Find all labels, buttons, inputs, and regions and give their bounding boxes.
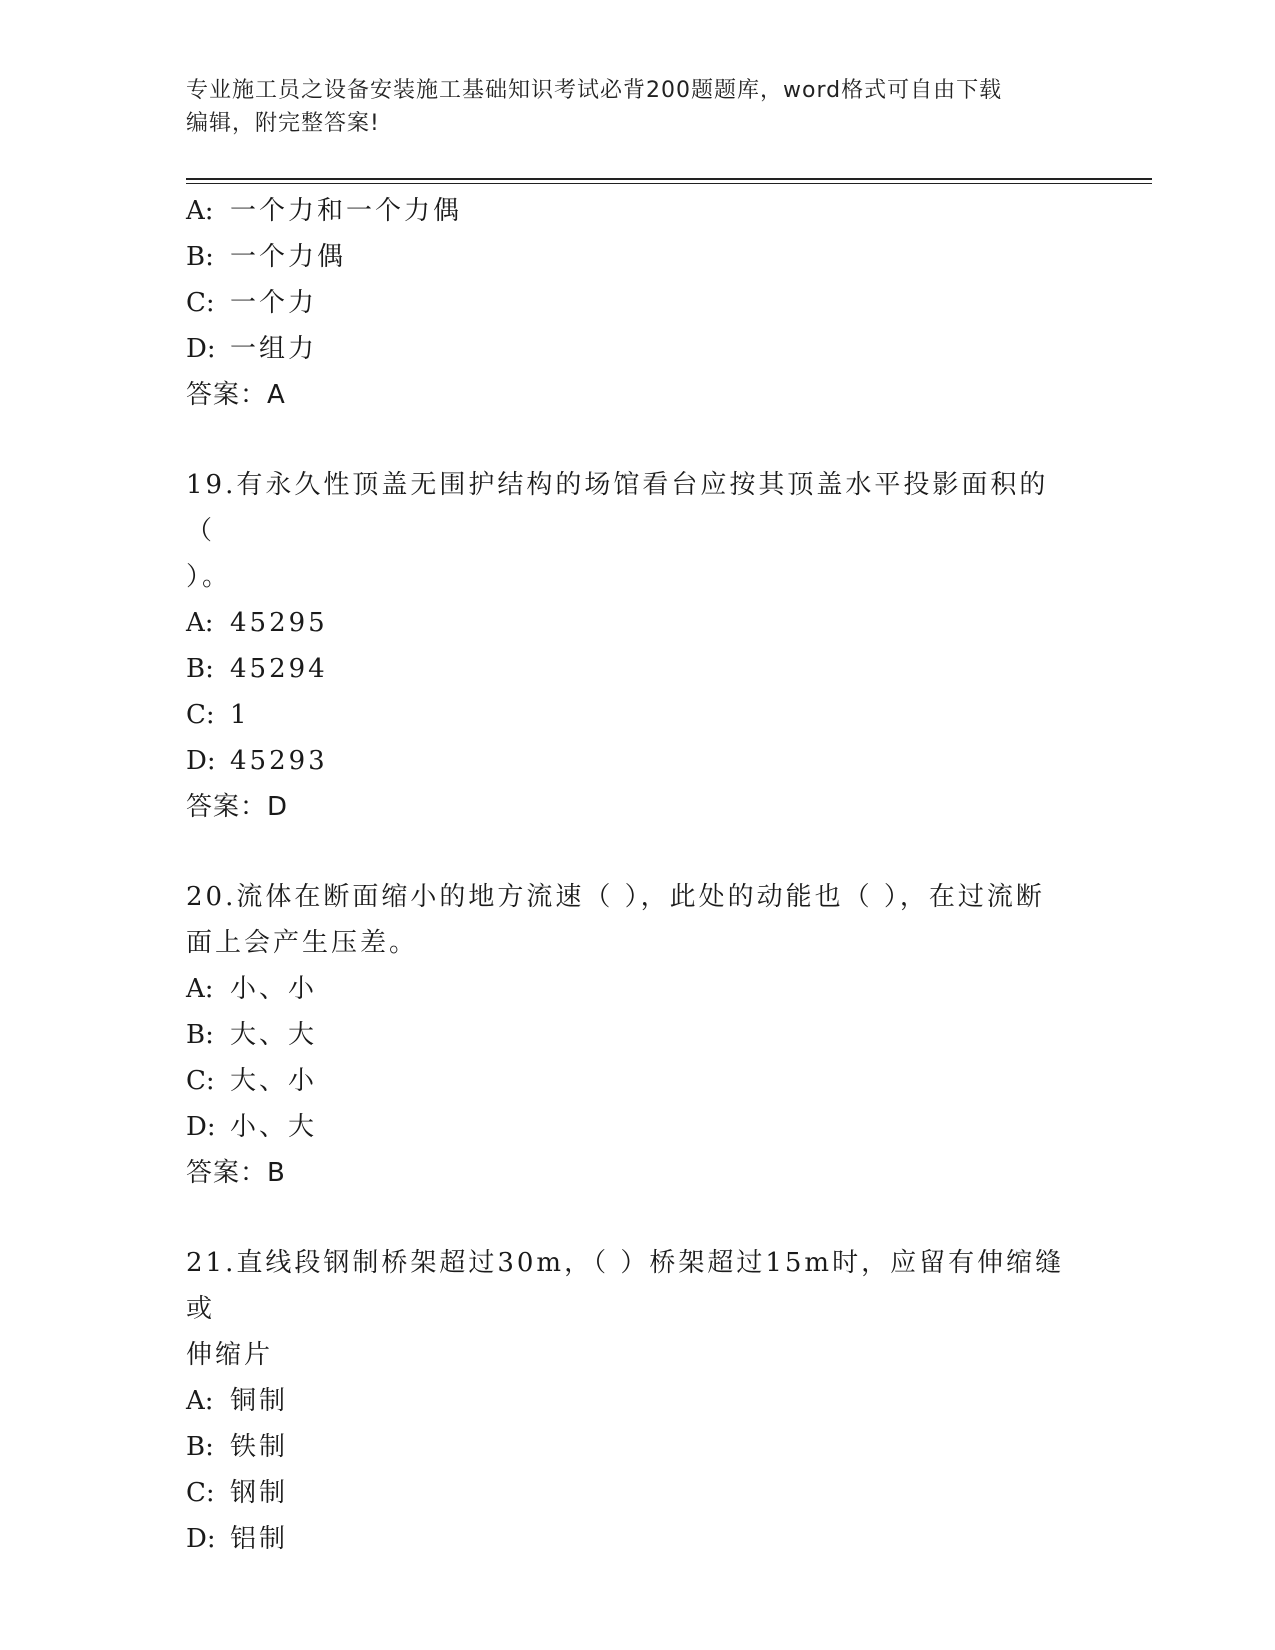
option-key: C: xyxy=(186,1066,215,1096)
option-d xyxy=(186,738,1086,784)
answer-label: 答案：D xyxy=(186,792,289,822)
option-text: 一组力 xyxy=(230,334,318,364)
option-key: D: xyxy=(186,1524,216,1554)
question-list xyxy=(186,188,1086,1562)
question-text-line-1: 21.直线段钢制桥架超过30m，（ ）桥架超过15m时，应留有伸缩缝或 xyxy=(186,1248,1065,1324)
question-20-block xyxy=(186,874,1086,1196)
answer-label: 答案：A xyxy=(186,380,286,410)
option-a xyxy=(186,600,1086,646)
option-b xyxy=(186,646,1086,692)
question-text-line-2: ）。 xyxy=(186,562,232,592)
option-a xyxy=(186,966,1086,1012)
header-title-line-1: 专业施工员之设备安装施工基础知识考试必背200题题库，word格式可自由下载 xyxy=(186,78,1003,103)
option-text: 45295 xyxy=(230,608,328,638)
question-text xyxy=(186,874,1066,966)
question-text-line-2: 面上会产生压差。 xyxy=(186,928,419,958)
question-18-block xyxy=(186,188,1086,418)
question-19-block xyxy=(186,462,1086,830)
option-key: A: xyxy=(186,974,214,1004)
option-text: 45294 xyxy=(230,654,328,684)
option-key: D: xyxy=(186,746,216,776)
option-text: 钢制 xyxy=(230,1478,289,1508)
option-key: C: xyxy=(186,700,215,730)
option-b xyxy=(186,1424,1086,1470)
option-a xyxy=(186,1378,1086,1424)
header-divider-thin xyxy=(186,183,1152,184)
option-d xyxy=(186,1516,1086,1562)
option-text: 小、小 xyxy=(230,974,318,1004)
option-key: D: xyxy=(186,1112,216,1142)
option-text: 大、小 xyxy=(230,1066,318,1096)
question-text-line-1: 19.有永久性顶盖无围护结构的场馆看台应按其顶盖水平投影面积的（ xyxy=(186,470,1049,546)
option-a xyxy=(186,188,1086,234)
question-21-block xyxy=(186,1240,1086,1562)
document-header xyxy=(186,74,1066,140)
option-key: B: xyxy=(186,1432,214,1462)
option-b xyxy=(186,234,1086,280)
option-key: A: xyxy=(186,608,214,638)
option-c xyxy=(186,692,1086,738)
option-key: A: xyxy=(186,1386,214,1416)
question-text-line-1: 20.流体在断面缩小的地方流速（ ），此处的动能也（ ），在过流断 xyxy=(186,882,1045,912)
option-text: 1 xyxy=(230,700,250,730)
question-text-line-2: 伸缩片 xyxy=(186,1340,274,1370)
option-key: B: xyxy=(186,654,214,684)
option-c xyxy=(186,280,1086,326)
option-text: 一个力偶 xyxy=(230,242,347,272)
option-text: 铁制 xyxy=(230,1432,289,1462)
answer-label: 答案：B xyxy=(186,1158,286,1188)
option-key: B: xyxy=(186,242,214,272)
option-text: 铝制 xyxy=(230,1524,289,1554)
header-divider-thick xyxy=(186,178,1152,180)
option-text: 大、大 xyxy=(230,1020,318,1050)
question-text xyxy=(186,462,1066,600)
option-c xyxy=(186,1470,1086,1516)
option-b xyxy=(186,1012,1086,1058)
option-key: D: xyxy=(186,334,216,364)
option-key: A: xyxy=(186,196,214,226)
option-text: 铜制 xyxy=(230,1386,289,1416)
option-d xyxy=(186,1104,1086,1150)
option-text: 一个力和一个力偶 xyxy=(230,196,463,226)
option-text: 45293 xyxy=(230,746,328,776)
header-title-line-2: 编辑，附完整答案! xyxy=(186,111,380,136)
option-key: C: xyxy=(186,288,215,318)
option-key: C: xyxy=(186,1478,215,1508)
option-text: 一个力 xyxy=(230,288,318,318)
option-text: 小、大 xyxy=(230,1112,318,1142)
option-key: B: xyxy=(186,1020,214,1050)
option-c xyxy=(186,1058,1086,1104)
question-text xyxy=(186,1240,1066,1378)
option-d xyxy=(186,326,1086,372)
